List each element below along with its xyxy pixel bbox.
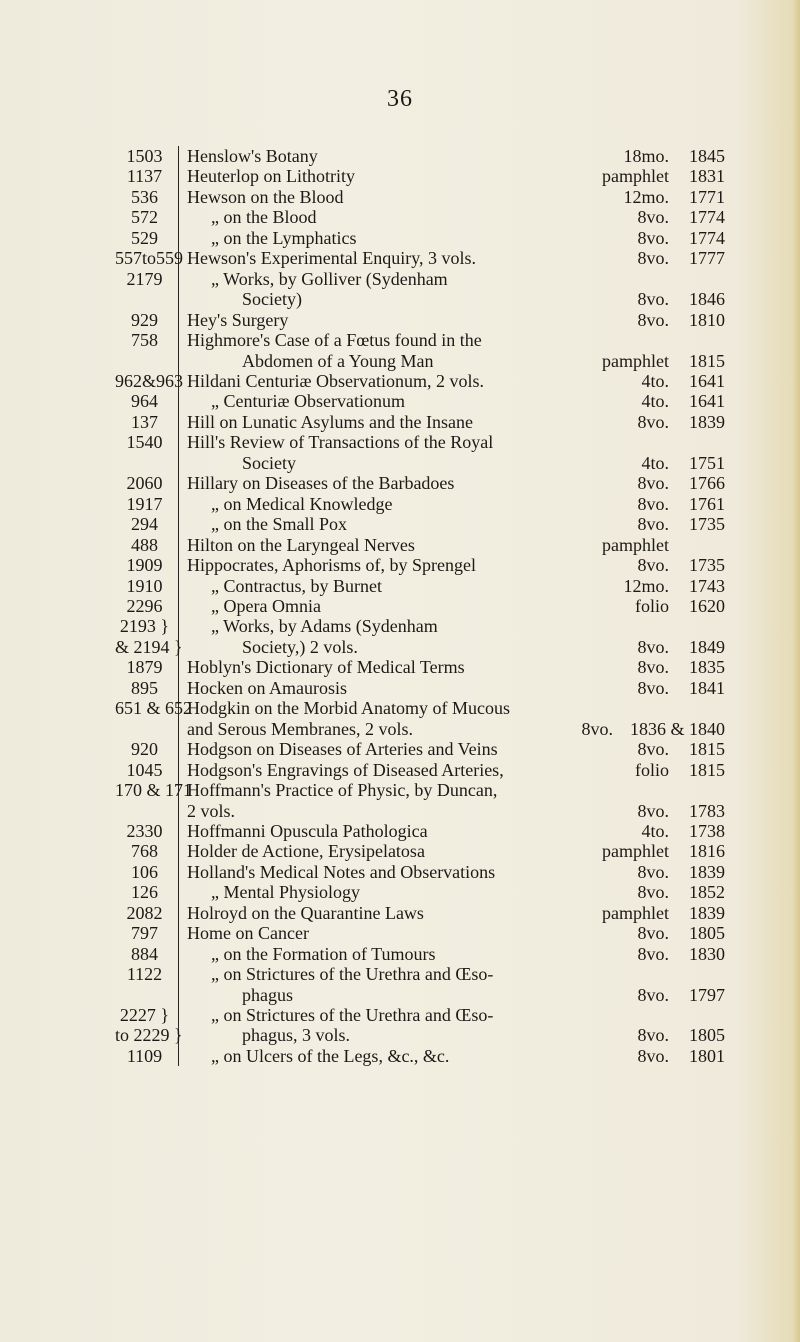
catalogue-row: [115, 555, 725, 575]
book-year: 1738: [689, 820, 725, 841]
catalogue-number: 768: [115, 841, 179, 861]
book-title: „ on Ulcers of the Legs, &c., &c.: [211, 1045, 450, 1066]
book-format: 4to.: [641, 452, 669, 473]
book-format: [579, 432, 669, 452]
book-year: 1831: [689, 166, 725, 187]
book-year: 1751: [689, 452, 725, 473]
book-title: „ on the Formation of Tumours: [211, 943, 436, 964]
catalogue-row: [115, 657, 725, 677]
book-title: Holland's Medical Notes and Observations: [187, 861, 496, 882]
book-year: 1839: [689, 861, 725, 882]
catalogue-entry: [179, 964, 725, 984]
catalogue-number: 2193 }: [115, 616, 179, 636]
catalogue-number: 797: [115, 923, 179, 943]
catalogue-number: 2227 }: [115, 1005, 179, 1025]
catalogue-number: 2179: [115, 269, 179, 289]
book-title: „ on the Lymphatics: [211, 227, 357, 248]
book-listing: [115, 146, 725, 1066]
catalogue-entry: [179, 146, 725, 166]
book-format: 8vo.: [637, 861, 669, 882]
book-year: 1849: [689, 636, 725, 657]
book-year: 1743: [689, 575, 725, 596]
book-format: 8vo.: [637, 1025, 669, 1046]
book-year: 1815: [689, 739, 725, 760]
book-year: 1836 & 1840: [629, 718, 725, 739]
catalogue-entry: [179, 1005, 725, 1025]
catalogue-number: 758: [115, 330, 179, 350]
catalogue-row: [115, 310, 725, 330]
book-format: folio: [635, 759, 669, 780]
book-title: Hewson's Experimental Enquiry, 3 vols.: [187, 248, 477, 269]
catalogue-entry: [179, 494, 725, 514]
book-format: folio: [635, 595, 669, 616]
book-format: 4to.: [641, 391, 669, 412]
book-year: 1641: [689, 391, 725, 412]
catalogue-number: 964: [115, 391, 179, 411]
book-format: 8vo.: [637, 657, 669, 678]
catalogue-row: [115, 248, 725, 268]
book-title: „ Mental Physiology: [211, 882, 360, 903]
catalogue-row: [115, 637, 725, 657]
book-year: 1815: [689, 350, 725, 371]
catalogue-row: [115, 923, 725, 943]
catalogue-entry: [179, 330, 725, 350]
catalogue-number: 557to559: [115, 248, 184, 269]
book-title: „ Contractus, by Burnet: [211, 575, 382, 596]
catalogue-row: [115, 453, 725, 473]
book-title: 2 vols.: [187, 800, 236, 821]
catalogue-entry: [179, 780, 725, 800]
book-format: [579, 964, 669, 984]
catalogue-number: 294: [115, 514, 179, 534]
catalogue-number: 2082: [115, 903, 179, 923]
catalogue-number: 529: [115, 228, 179, 248]
catalogue-number: 929: [115, 310, 179, 330]
catalogue-entry: [179, 473, 725, 493]
book-year: 1783: [689, 800, 725, 821]
book-format: 4to.: [641, 370, 669, 391]
catalogue-row: [115, 412, 725, 432]
catalogue-number: [115, 801, 179, 821]
book-format: [579, 780, 669, 800]
book-year: 1846: [689, 289, 725, 310]
book-format: 8vo.: [637, 411, 669, 432]
book-title: Hilton on the Laryngeal Nerves: [187, 534, 415, 555]
book-format: 8vo.: [637, 923, 669, 944]
catalogue-entry: [179, 698, 725, 718]
book-format: 12mo.: [623, 575, 669, 596]
catalogue-entry: [179, 412, 725, 432]
catalogue-number: 488: [115, 535, 179, 555]
catalogue-row: [115, 739, 725, 759]
book-title: „ on the Blood: [211, 207, 317, 228]
catalogue-row: [115, 678, 725, 698]
book-format: pamphlet: [602, 350, 669, 371]
book-title: „ on Medical Knowledge: [211, 493, 393, 514]
catalogue-number: 651 & 652: [115, 698, 193, 719]
catalogue-row: [115, 1046, 725, 1066]
catalogue-row: [115, 964, 725, 984]
catalogue-row: [115, 207, 725, 227]
catalogue-entry: [179, 801, 725, 821]
book-year: 1815: [689, 759, 725, 780]
catalogue-row: [115, 985, 725, 1005]
book-year: 1641: [689, 370, 725, 391]
catalogue-number: 962&963: [115, 370, 184, 391]
book-format: 8vo.: [637, 800, 669, 821]
book-format: 8vo.: [637, 677, 669, 698]
catalogue-number: 920: [115, 739, 179, 759]
book-format: 8vo.: [637, 473, 669, 494]
book-title: and Serous Membranes, 2 vols.: [187, 718, 413, 739]
book-year: 1801: [689, 1045, 725, 1066]
book-year: 1735: [689, 514, 725, 535]
book-year: 1841: [689, 677, 725, 698]
book-year: 1735: [689, 555, 725, 576]
catalogue-row: [115, 514, 725, 534]
catalogue-entry: [179, 535, 725, 555]
book-format: [579, 616, 669, 636]
catalogue-number: 170 & 171: [115, 780, 193, 801]
book-title: Hey's Surgery: [187, 309, 289, 330]
book-year: [669, 432, 725, 452]
book-title: Hodgson on Diseases of Arteries and Veins: [187, 739, 498, 760]
book-year: 1810: [689, 309, 725, 330]
catalogue-entry: [179, 903, 725, 923]
catalogue-entry: [179, 166, 725, 186]
catalogue-row: [115, 187, 725, 207]
book-title: Society): [242, 289, 302, 310]
book-year: 1774: [689, 227, 725, 248]
catalogue-row: [115, 719, 725, 739]
book-year: 1774: [689, 207, 725, 228]
catalogue-entry: [179, 432, 725, 452]
book-title: Hildani Centuriæ Observationum, 2 vols.: [187, 370, 484, 391]
book-year: 1766: [689, 473, 725, 494]
catalogue-row: [115, 269, 725, 289]
catalogue-row: [115, 616, 725, 636]
catalogue-number: [115, 719, 179, 739]
book-year: 1816: [689, 841, 725, 862]
book-title: Hoffmann's Practice of Physic, by Duncan,: [187, 780, 498, 801]
catalogue-number: & 2194 }: [115, 636, 183, 657]
catalogue-number: 1137: [115, 166, 179, 186]
catalogue-number: 2330: [115, 821, 179, 841]
book-year: [669, 535, 725, 555]
catalogue-entry: [179, 228, 725, 248]
catalogue-number: [115, 453, 179, 473]
catalogue-number: 572: [115, 207, 179, 227]
book-format: 8vo.: [637, 882, 669, 903]
catalogue-number: 1540: [115, 432, 179, 452]
book-format: pamphlet: [602, 166, 669, 187]
catalogue-entry: [179, 657, 725, 677]
book-format: 8vo.: [637, 1045, 669, 1066]
book-year: [669, 780, 725, 800]
catalogue-entry: [179, 310, 725, 330]
book-title: phagus, 3 vols.: [242, 1025, 350, 1046]
book-format: [579, 1005, 669, 1025]
catalogue-row: [115, 780, 725, 800]
book-year: 1830: [689, 943, 725, 964]
catalogue-number: 106: [115, 862, 179, 882]
catalogue-entry: [179, 514, 725, 534]
catalogue-entry: [179, 269, 725, 289]
catalogue-number: [115, 289, 179, 309]
catalogue-number: 2296: [115, 596, 179, 616]
book-format: 8vo.: [637, 289, 669, 310]
catalogue-number: [115, 985, 179, 1005]
book-format: pamphlet: [602, 534, 669, 555]
catalogue-row: [115, 1025, 725, 1045]
book-title: Hoblyn's Dictionary of Medical Terms: [187, 657, 465, 678]
book-format: 18mo.: [623, 146, 669, 166]
catalogue-row: [115, 841, 725, 861]
book-title: phagus: [242, 984, 293, 1005]
book-year: 1805: [689, 923, 725, 944]
catalogue-entry: [179, 739, 725, 759]
book-year: [669, 616, 725, 636]
book-format: pamphlet: [602, 841, 669, 862]
book-title: Hill's Review of Transactions of the Royal: [187, 432, 494, 453]
catalogue-number: 1917: [115, 494, 179, 514]
catalogue-entry: [179, 187, 725, 207]
book-format: [579, 330, 669, 350]
book-title: Home on Cancer: [187, 923, 309, 944]
book-year: 1771: [689, 186, 725, 207]
book-year: [669, 964, 725, 984]
book-title: „ Works, by Golliver (Sydenham: [211, 268, 448, 289]
catalogue-row: [115, 801, 725, 821]
book-format: 8vo.: [637, 514, 669, 535]
book-title: Hillary on Diseases of the Barbadoes: [187, 473, 455, 494]
catalogue-number: 137: [115, 412, 179, 432]
book-title: Holder de Actione, Erysipelatosa: [187, 841, 425, 862]
book-title: Society: [242, 452, 296, 473]
catalogue-entry: [179, 1046, 725, 1066]
catalogue-entry: [179, 821, 725, 841]
catalogue-number: 884: [115, 944, 179, 964]
book-format: [579, 698, 669, 718]
book-format: 12mo.: [623, 186, 669, 207]
catalogue-row: [115, 228, 725, 248]
catalogue-row: [115, 371, 725, 391]
catalogue-entry: [179, 1025, 725, 1045]
catalogue-entry: [179, 985, 725, 1005]
catalogue-number: 1910: [115, 576, 179, 596]
catalogue-entry: [179, 351, 725, 371]
catalogue-row: [115, 494, 725, 514]
catalogue-number: 1503: [115, 146, 179, 166]
book-format: [579, 269, 669, 289]
book-title: Hoffmanni Opuscula Pathologica: [187, 820, 428, 841]
catalogue-entry: [179, 841, 725, 861]
catalogue-row: [115, 432, 725, 452]
catalogue-number: 1045: [115, 760, 179, 780]
page-number: 36: [387, 86, 413, 112]
book-year: 1845: [689, 146, 725, 166]
book-title: „ Opera Omnia: [211, 595, 321, 616]
catalogue-row: [115, 330, 725, 350]
catalogue-row: [115, 289, 725, 309]
book-year: 1805: [689, 1025, 725, 1046]
catalogue-row: [115, 391, 725, 411]
catalogue-row: [115, 166, 725, 186]
book-format: 8vo.: [637, 984, 669, 1005]
book-year: [669, 698, 725, 718]
catalogue-row: [115, 535, 725, 555]
catalogue-row: [115, 351, 725, 371]
catalogue-row: [115, 944, 725, 964]
book-year: 1620: [689, 595, 725, 616]
catalogue-entry: [179, 944, 725, 964]
book-title: Hill on Lunatic Asylums and the Insane: [187, 411, 473, 432]
book-format: 8vo.: [637, 739, 669, 760]
book-year: 1839: [689, 902, 725, 923]
catalogue-entry: [179, 923, 725, 943]
catalogue-number: to 2229 }: [115, 1025, 183, 1046]
catalogue-entry: [179, 616, 725, 636]
catalogue-entry: [179, 289, 725, 309]
book-title: Heuterlop on Lithotrity: [187, 166, 355, 187]
catalogue-number: 2060: [115, 473, 179, 493]
catalogue-row: [115, 146, 725, 166]
catalogue-row: [115, 473, 725, 493]
book-title: Hocken on Amaurosis: [187, 677, 347, 698]
book-year: [669, 269, 725, 289]
book-title: Society,) 2 vols.: [242, 636, 358, 657]
catalogue-entry: [179, 391, 725, 411]
book-year: [669, 1005, 725, 1025]
catalogue-number: 895: [115, 678, 179, 698]
book-format: 8vo.: [637, 493, 669, 514]
catalogue-entry: [179, 453, 725, 473]
catalogue-entry: [179, 248, 725, 268]
catalogue-number: 536: [115, 187, 179, 207]
book-format: pamphlet: [602, 902, 669, 923]
book-year: [669, 330, 725, 350]
book-year: 1835: [689, 657, 725, 678]
book-title: „ on Strictures of the Urethra and Œso-: [211, 1005, 494, 1026]
catalogue-entry: [179, 678, 725, 698]
book-title: „ Works, by Adams (Sydenham: [211, 616, 438, 637]
catalogue-row: [115, 882, 725, 902]
catalogue-entry: [179, 637, 725, 657]
book-format: 8vo.: [637, 227, 669, 248]
book-format: 4to.: [641, 820, 669, 841]
catalogue-entry: [179, 760, 725, 780]
book-title: „ Centuriæ Observationum: [211, 391, 405, 412]
catalogue-number: [115, 351, 179, 371]
catalogue-entry: [179, 207, 725, 227]
catalogue-row: [115, 596, 725, 616]
book-title: „ on Strictures of the Urethra and Œso-: [211, 964, 494, 985]
book-format: 8vo.: [637, 636, 669, 657]
catalogue-row: [115, 576, 725, 596]
book-title: Hippocrates, Aphorisms of, by Sprengel: [187, 555, 476, 576]
catalogue-row: [115, 1005, 725, 1025]
book-title: Henslow's Botany: [187, 146, 318, 166]
book-title: Hodgkin on the Morbid Anatomy of Mucous: [187, 698, 510, 719]
book-year: 1852: [689, 882, 725, 903]
book-title: „ on the Small Pox: [211, 514, 347, 535]
book-year: 1839: [689, 411, 725, 432]
book-format: 8vo.: [637, 943, 669, 964]
book-format: 8vo.: [581, 718, 613, 739]
book-title: Abdomen of a Young Man: [242, 350, 434, 371]
catalogue-entry: [179, 882, 725, 902]
book-year: 1797: [689, 984, 725, 1005]
book-format: 8vo.: [637, 248, 669, 269]
book-year: 1777: [689, 248, 725, 269]
catalogue-number: 1109: [115, 1046, 179, 1066]
book-format: 8vo.: [637, 309, 669, 330]
catalogue-number: 1122: [115, 964, 179, 984]
book-title: Holroyd on the Quarantine Laws: [187, 902, 424, 923]
catalogue-row: [115, 760, 725, 780]
book-year: 1761: [689, 493, 725, 514]
catalogue-entry: [179, 371, 725, 391]
book-title: Hodgson's Engravings of Diseased Arteries,: [187, 759, 504, 780]
catalogue-number: 1909: [115, 555, 179, 575]
catalogue-row: [115, 821, 725, 841]
catalogue-entry: [179, 719, 725, 739]
catalogue-row: [115, 698, 725, 718]
book-title: Hewson on the Blood: [187, 186, 344, 207]
book-format: 8vo.: [637, 555, 669, 576]
catalogue-number: 1879: [115, 657, 179, 677]
book-format: 8vo.: [637, 207, 669, 228]
catalogue-entry: [179, 596, 725, 616]
catalogue-row: [115, 862, 725, 882]
catalogue-number: 126: [115, 882, 179, 902]
catalogue-entry: [179, 576, 725, 596]
catalogue-entry: [179, 862, 725, 882]
catalogue-entry: [179, 555, 725, 575]
catalogue-row: [115, 903, 725, 923]
book-title: Highmore's Case of a Fœtus found in the: [187, 330, 482, 351]
